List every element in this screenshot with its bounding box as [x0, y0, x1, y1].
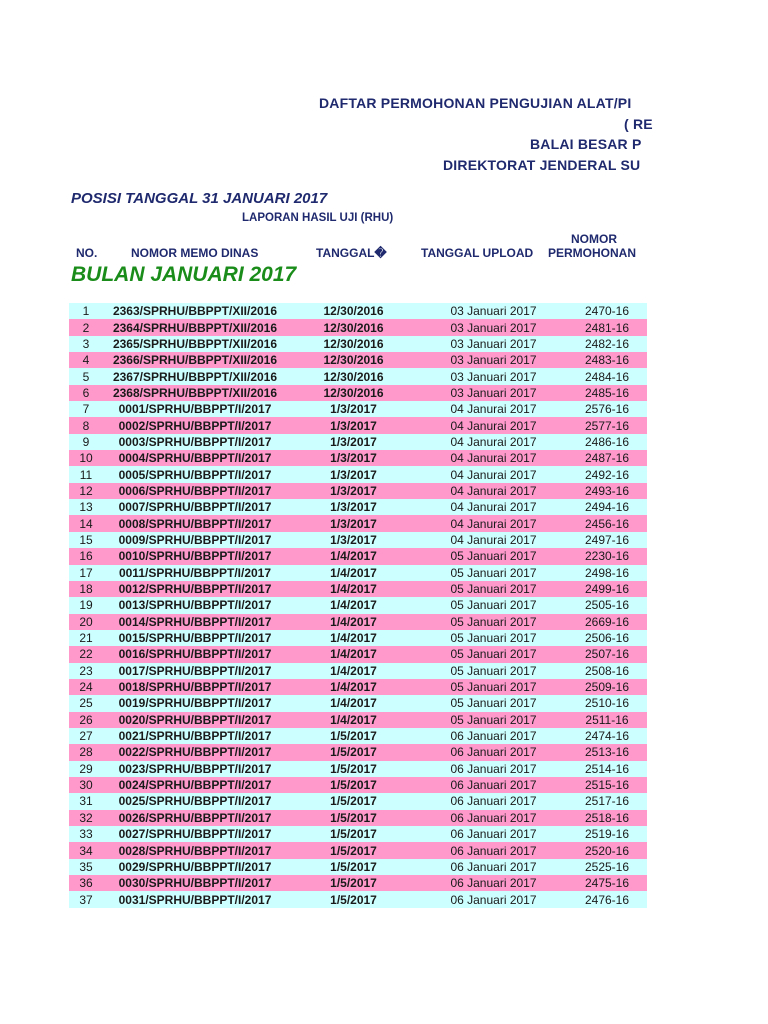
col-header-nomor: NOMOR — [571, 232, 617, 246]
memo-date-cell: 1/5/2017 — [330, 729, 377, 744]
row-number-cell: 9 — [82, 434, 90, 449]
row-number-cell: 22 — [79, 647, 93, 662]
upload-date-cell: 05 Januari 2017 — [450, 549, 537, 564]
table-row — [69, 548, 647, 564]
request-number-cell: 2517-16 — [584, 794, 630, 809]
memo-date-cell: 1/3/2017 — [330, 451, 377, 466]
table-row — [69, 875, 647, 891]
upload-date-cell: 04 Janurai 2017 — [450, 500, 537, 515]
request-number-cell: 2475-16 — [584, 876, 630, 891]
table-row — [69, 891, 647, 907]
request-number-cell: 2506-16 — [584, 631, 630, 646]
upload-date-cell: 06 Januari 2017 — [450, 843, 537, 858]
upload-date-cell: 05 Januari 2017 — [450, 712, 537, 727]
table-row — [69, 532, 647, 548]
request-number-cell: 2513-16 — [584, 745, 630, 760]
request-number-cell: 2485-16 — [584, 385, 630, 400]
memo-number-cell: 0028/SPRHU/BBPPT/I/2017 — [118, 843, 272, 858]
memo-date-cell: 12/30/2016 — [323, 353, 384, 368]
table-row — [69, 352, 647, 368]
row-number-cell: 36 — [79, 876, 93, 891]
position-date: POSISI TANGGAL 31 JANUARI 2017 — [71, 190, 328, 207]
memo-date-cell: 1/3/2017 — [330, 467, 377, 482]
table-row — [69, 597, 647, 613]
upload-date-cell: 05 Januari 2017 — [450, 582, 537, 597]
row-number-cell: 29 — [79, 761, 93, 776]
memo-date-cell: 12/30/2016 — [323, 320, 384, 335]
row-number-cell: 13 — [79, 500, 93, 515]
row-number-cell: 3 — [82, 336, 90, 351]
memo-number-cell: 0025/SPRHU/BBPPT/I/2017 — [118, 794, 272, 809]
memo-date-cell: 1/5/2017 — [330, 745, 377, 760]
row-number-cell: 8 — [82, 418, 90, 433]
memo-number-cell: 0020/SPRHU/BBPPT/I/2017 — [118, 712, 272, 727]
table-row — [69, 483, 647, 499]
request-number-cell: 2493-16 — [584, 483, 630, 498]
memo-date-cell: 1/4/2017 — [330, 647, 377, 662]
memo-date-cell: 1/5/2017 — [330, 843, 377, 858]
request-number-cell: 2498-16 — [584, 565, 630, 580]
upload-date-cell: 03 Januari 2017 — [450, 353, 537, 368]
row-number-cell: 32 — [79, 810, 93, 825]
row-number-cell: 12 — [79, 483, 93, 498]
upload-date-cell: 04 Janurai 2017 — [450, 532, 537, 547]
memo-date-cell: 1/4/2017 — [330, 696, 377, 711]
memo-number-cell: 0018/SPRHU/BBPPT/I/2017 — [118, 680, 272, 695]
request-number-cell: 2494-16 — [584, 500, 630, 515]
upload-date-cell: 04 Janurai 2017 — [450, 434, 537, 449]
memo-number-cell: 0014/SPRHU/BBPPT/I/2017 — [118, 614, 272, 629]
memo-date-cell: 1/5/2017 — [330, 827, 377, 842]
upload-date-cell: 03 Januari 2017 — [450, 369, 537, 384]
memo-number-cell: 0031/SPRHU/BBPPT/I/2017 — [118, 892, 272, 907]
upload-date-cell: 05 Januari 2017 — [450, 598, 537, 613]
row-number-cell: 20 — [79, 614, 93, 629]
row-number-cell: 28 — [79, 745, 93, 760]
upload-date-cell: 03 Januari 2017 — [450, 385, 537, 400]
title-line-3: BALAI BESAR P — [530, 136, 642, 152]
request-number-cell: 2456-16 — [584, 516, 630, 531]
memo-number-cell: 0005/SPRHU/BBPPT/I/2017 — [118, 467, 272, 482]
row-number-cell: 24 — [79, 680, 93, 695]
upload-date-cell: 04 Janurai 2017 — [450, 467, 537, 482]
upload-date-cell: 03 Januari 2017 — [450, 304, 537, 319]
upload-date-cell: 04 Janurai 2017 — [450, 402, 537, 417]
memo-date-cell: 1/4/2017 — [330, 598, 377, 613]
upload-date-cell: 06 Januari 2017 — [450, 778, 537, 793]
row-number-cell: 21 — [79, 631, 93, 646]
memo-date-cell: 1/3/2017 — [330, 483, 377, 498]
row-number-cell: 18 — [79, 582, 93, 597]
row-number-cell: 10 — [79, 451, 93, 466]
row-number-cell: 34 — [79, 843, 93, 858]
title-line-2: ( RE — [624, 116, 653, 132]
upload-date-cell: 05 Januari 2017 — [450, 696, 537, 711]
row-number-cell: 31 — [79, 794, 93, 809]
col-header-permohonan: PERMOHONAN — [548, 246, 637, 260]
memo-date-cell: 12/30/2016 — [323, 336, 384, 351]
memo-number-cell: 0019/SPRHU/BBPPT/I/2017 — [118, 696, 272, 711]
memo-date-cell: 1/4/2017 — [330, 631, 377, 646]
request-number-cell: 2487-16 — [584, 451, 630, 466]
upload-date-cell: 04 Janurai 2017 — [450, 418, 537, 433]
memo-number-cell: 2364/SPRHU/BBPPT/XII/2016 — [112, 320, 278, 335]
table-row — [69, 679, 647, 695]
memo-number-cell: 0008/SPRHU/BBPPT/I/2017 — [118, 516, 272, 531]
upload-date-cell: 03 Januari 2017 — [450, 320, 537, 335]
request-number-cell: 2511-16 — [585, 712, 629, 727]
memo-number-cell: 0030/SPRHU/BBPPT/I/2017 — [118, 876, 272, 891]
table-row — [69, 581, 647, 597]
request-number-cell: 2505-16 — [584, 598, 630, 613]
table-row — [69, 777, 647, 793]
col-header-no: NO. — [76, 246, 98, 260]
row-number-cell: 5 — [82, 369, 90, 384]
memo-date-cell: 1/4/2017 — [330, 582, 377, 597]
memo-number-cell: 0015/SPRHU/BBPPT/I/2017 — [118, 631, 272, 646]
row-number-cell: 11 — [79, 467, 93, 482]
upload-date-cell: 06 Januari 2017 — [450, 745, 537, 760]
upload-date-cell: 06 Januari 2017 — [450, 810, 537, 825]
upload-date-cell: 05 Januari 2017 — [450, 565, 537, 580]
table-row — [69, 515, 647, 531]
upload-date-cell: 04 Janurai 2017 — [450, 516, 537, 531]
upload-date-cell: 05 Januari 2017 — [450, 680, 537, 695]
col-header-upload: TANGGAL UPLOAD — [421, 246, 534, 260]
request-number-cell: 2525-16 — [584, 859, 630, 874]
request-number-cell: 2510-16 — [584, 696, 630, 711]
table-row — [69, 695, 647, 711]
row-number-cell: 27 — [79, 729, 93, 744]
request-number-cell: 2519-16 — [584, 827, 630, 842]
table-row — [69, 646, 647, 662]
request-number-cell: 2508-16 — [584, 663, 630, 678]
row-number-cell: 1 — [82, 304, 90, 319]
memo-date-cell: 1/3/2017 — [330, 500, 377, 515]
upload-date-cell: 06 Januari 2017 — [450, 892, 537, 907]
memo-number-cell: 0029/SPRHU/BBPPT/I/2017 — [118, 859, 272, 874]
row-number-cell: 14 — [79, 516, 93, 531]
report-subheading: LAPORAN HASIL UJI (RHU) — [242, 212, 394, 224]
title-line-1: DAFTAR PERMOHONAN PENGUJIAN ALAT/PI — [319, 95, 632, 111]
request-number-cell: 2483-16 — [584, 353, 630, 368]
request-number-cell: 2515-16 — [584, 778, 630, 793]
table-row — [69, 663, 647, 679]
table-row — [69, 744, 647, 760]
memo-date-cell: 1/5/2017 — [330, 859, 377, 874]
memo-number-cell: 0027/SPRHU/BBPPT/I/2017 — [118, 827, 272, 842]
upload-date-cell: 06 Januari 2017 — [450, 761, 537, 776]
memo-number-cell: 0011/SPRHU/BBPPT/I/2017 — [118, 565, 272, 580]
request-number-cell: 2476-16 — [584, 892, 630, 907]
table-row — [69, 810, 647, 826]
col-header-memo: NOMOR MEMO DINAS — [131, 246, 259, 260]
memo-number-cell: 0001/SPRHU/BBPPT/I/2017 — [118, 402, 272, 417]
memo-date-cell: 1/4/2017 — [330, 549, 377, 564]
memo-number-cell: 0026/SPRHU/BBPPT/I/2017 — [118, 810, 272, 825]
row-number-cell: 7 — [82, 402, 90, 417]
table-row — [69, 434, 647, 450]
table-row — [69, 793, 647, 809]
upload-date-cell: 05 Januari 2017 — [450, 631, 537, 646]
memo-number-cell: 2366/SPRHU/BBPPT/XII/2016 — [112, 353, 278, 368]
memo-number-cell: 2368/SPRHU/BBPPT/XII/2016 — [112, 385, 278, 400]
memo-date-cell: 12/30/2016 — [323, 304, 384, 319]
request-number-cell: 2470-16 — [584, 304, 630, 319]
row-number-cell: 16 — [79, 549, 93, 564]
upload-date-cell: 06 Januari 2017 — [450, 794, 537, 809]
row-number-cell: 25 — [79, 696, 93, 711]
row-number-cell: 4 — [82, 353, 90, 368]
memo-number-cell: 0012/SPRHU/BBPPT/I/2017 — [118, 582, 272, 597]
request-number-cell: 2507-16 — [584, 647, 630, 662]
row-number-cell: 33 — [79, 827, 93, 842]
request-number-cell: 2514-16 — [584, 761, 630, 776]
table-row — [69, 450, 647, 466]
memo-number-cell: 0003/SPRHU/BBPPT/I/2017 — [118, 434, 272, 449]
memo-date-cell: 1/5/2017 — [330, 761, 377, 776]
upload-date-cell: 04 Janurai 2017 — [450, 451, 537, 466]
memo-date-cell: 1/4/2017 — [330, 663, 377, 678]
row-number-cell: 15 — [79, 532, 93, 547]
row-number-cell: 17 — [79, 565, 93, 580]
memo-date-cell: 1/3/2017 — [330, 418, 377, 433]
request-number-cell: 2492-16 — [584, 467, 630, 482]
memo-number-cell: 2365/SPRHU/BBPPT/XII/2016 — [112, 336, 278, 351]
memo-date-cell: 1/4/2017 — [330, 680, 377, 695]
memo-date-cell: 1/4/2017 — [330, 614, 377, 629]
memo-number-cell: 0022/SPRHU/BBPPT/I/2017 — [118, 745, 272, 760]
upload-date-cell: 03 Januari 2017 — [450, 336, 537, 351]
memo-date-cell: 12/30/2016 — [323, 385, 384, 400]
table-row — [69, 336, 647, 352]
table-row — [69, 630, 647, 646]
table-row — [69, 565, 647, 581]
request-number-cell: 2577-16 — [584, 418, 630, 433]
memo-number-cell: 0004/SPRHU/BBPPT/I/2017 — [118, 451, 272, 466]
table-row — [69, 499, 647, 515]
memo-date-cell: 12/30/2016 — [323, 369, 384, 384]
request-number-cell: 2486-16 — [584, 434, 630, 449]
row-number-cell: 35 — [79, 859, 93, 874]
upload-date-cell: 06 Januari 2017 — [450, 876, 537, 891]
memo-number-cell: 0007/SPRHU/BBPPT/I/2017 — [118, 500, 272, 515]
row-number-cell: 2 — [82, 320, 90, 335]
memo-number-cell: 0013/SPRHU/BBPPT/I/2017 — [118, 598, 272, 613]
memo-date-cell: 1/3/2017 — [330, 402, 377, 417]
request-number-cell: 2518-16 — [584, 810, 630, 825]
table-row — [69, 466, 647, 482]
memo-number-cell: 2363/SPRHU/BBPPT/XII/2016 — [112, 304, 278, 319]
table-row — [69, 859, 647, 875]
request-number-cell: 2484-16 — [584, 369, 630, 384]
memo-date-cell: 1/4/2017 — [330, 565, 377, 580]
memo-date-cell: 1/5/2017 — [330, 876, 377, 891]
memo-number-cell: 0024/SPRHU/BBPPT/I/2017 — [118, 778, 272, 793]
memo-date-cell: 1/3/2017 — [330, 434, 377, 449]
request-number-cell: 2497-16 — [584, 532, 630, 547]
table-row — [69, 385, 647, 401]
upload-date-cell: 06 Januari 2017 — [450, 859, 537, 874]
table-row — [69, 761, 647, 777]
table-row — [69, 728, 647, 744]
memo-date-cell: 1/4/2017 — [330, 712, 377, 727]
memo-number-cell: 0021/SPRHU/BBPPT/I/2017 — [118, 729, 272, 744]
memo-number-cell: 0009/SPRHU/BBPPT/I/2017 — [118, 532, 272, 547]
row-number-cell: 19 — [79, 598, 93, 613]
row-number-cell: 30 — [79, 778, 93, 793]
table-row — [69, 417, 647, 433]
memo-number-cell: 0010/SPRHU/BBPPT/I/2017 — [118, 549, 272, 564]
request-number-cell: 2230-16 — [584, 549, 630, 564]
upload-date-cell: 05 Januari 2017 — [450, 614, 537, 629]
upload-date-cell: 06 Januari 2017 — [450, 729, 537, 744]
row-number-cell: 26 — [79, 712, 93, 727]
table-row — [69, 368, 647, 384]
memo-number-cell: 0023/SPRHU/BBPPT/I/2017 — [118, 761, 272, 776]
upload-date-cell: 05 Januari 2017 — [450, 663, 537, 678]
request-number-cell: 2481-16 — [584, 320, 630, 335]
data-table — [69, 303, 647, 908]
table-row — [69, 826, 647, 842]
request-number-cell: 2474-16 — [584, 729, 630, 744]
table-row — [69, 614, 647, 630]
col-header-tanggal: TANGGAL� — [316, 246, 387, 260]
memo-number-cell: 0017/SPRHU/BBPPT/I/2017 — [118, 663, 272, 678]
memo-date-cell: 1/5/2017 — [330, 778, 377, 793]
memo-number-cell: 2367/SPRHU/BBPPT/XII/2016 — [112, 369, 278, 384]
table-row — [69, 712, 647, 728]
upload-date-cell: 06 Januari 2017 — [450, 827, 537, 842]
upload-date-cell: 04 Janurai 2017 — [450, 483, 537, 498]
row-number-cell: 6 — [82, 385, 90, 400]
request-number-cell: 2520-16 — [584, 843, 630, 858]
memo-number-cell: 0016/SPRHU/BBPPT/I/2017 — [118, 647, 272, 662]
memo-date-cell: 1/3/2017 — [330, 532, 377, 547]
memo-number-cell: 0002/SPRHU/BBPPT/I/2017 — [118, 418, 272, 433]
memo-date-cell: 1/5/2017 — [330, 794, 377, 809]
month-heading: BULAN JANUARI 2017 — [71, 263, 297, 286]
table-row — [69, 319, 647, 335]
memo-number-cell: 0006/SPRHU/BBPPT/I/2017 — [118, 483, 272, 498]
memo-date-cell: 1/5/2017 — [330, 892, 377, 907]
request-number-cell: 2509-16 — [584, 680, 630, 695]
row-number-cell: 37 — [79, 892, 93, 907]
request-number-cell: 2576-16 — [584, 402, 630, 417]
title-line-4: DIREKTORAT JENDERAL SU — [443, 157, 641, 173]
row-number-cell: 23 — [79, 663, 93, 678]
table-row — [69, 401, 647, 417]
request-number-cell: 2669-16 — [584, 614, 630, 629]
memo-date-cell: 1/3/2017 — [330, 516, 377, 531]
request-number-cell: 2482-16 — [584, 336, 630, 351]
request-number-cell: 2499-16 — [584, 582, 630, 597]
upload-date-cell: 05 Januari 2017 — [450, 647, 537, 662]
memo-date-cell: 1/5/2017 — [330, 810, 377, 825]
table-row — [69, 842, 647, 858]
table-row — [69, 303, 647, 319]
